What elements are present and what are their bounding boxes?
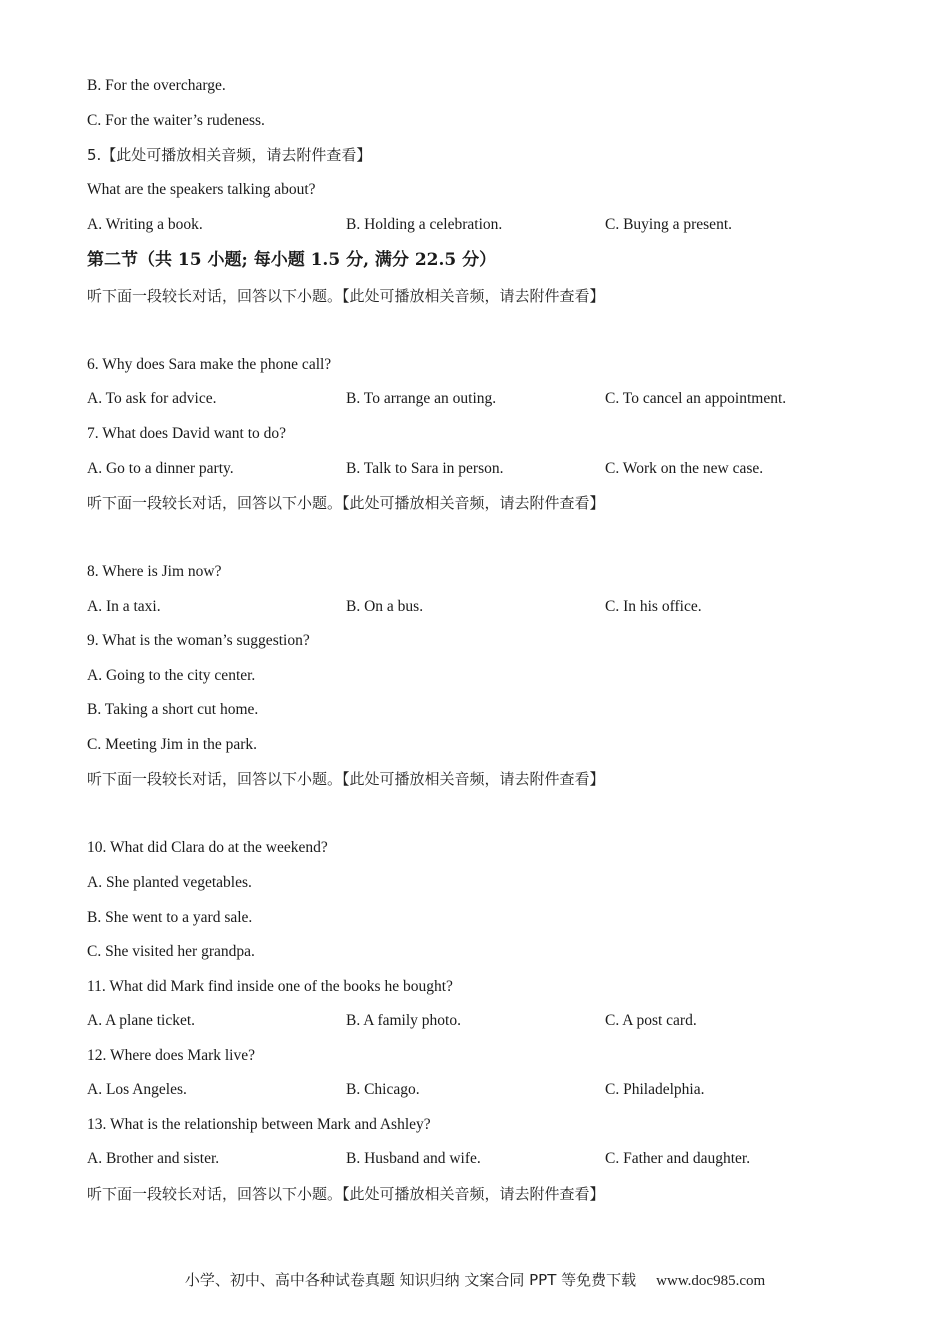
q10-option-c: C. She visited her grandpa. <box>87 943 255 960</box>
q8-option-a: A. In a taxi. <box>87 598 161 615</box>
q12-option-c: C. Philadelphia. <box>605 1081 705 1098</box>
q13-option-b: B. Husband and wife. <box>346 1150 481 1167</box>
q12-option-b: B. Chicago. <box>346 1081 420 1098</box>
audio-prompt[interactable]: 5.【此处可播放相关音频，请去附件查看】 <box>87 146 372 164</box>
option-c: C. For the waiter’s rudeness. <box>87 112 265 129</box>
q11-option-c: C. A post card. <box>605 1012 697 1029</box>
listen-prompt[interactable]: 听下面一段较长对话，回答以下小题。【此处可播放相关音频，请去附件查看】 <box>87 494 605 512</box>
question-7: 7. What does David want to do? <box>87 425 287 442</box>
q9-option-a: A. Going to the city center. <box>87 667 256 684</box>
question-5: What are the speakers talking about? <box>87 181 316 198</box>
q6-option-c: C. To cancel an appointment. <box>605 390 787 407</box>
q11-option-a: A. A plane ticket. <box>87 1012 196 1029</box>
q13-option-c: C. Father and daughter. <box>605 1150 751 1167</box>
q7-option-b: B. Talk to Sara in person. <box>346 460 504 477</box>
q5-option-a: A. Writing a book. <box>87 216 203 233</box>
q7-option-c: C. Work on the new case. <box>605 460 764 477</box>
question-8: 8. Where is Jim now? <box>87 563 222 580</box>
q10-option-b: B. She went to a yard sale. <box>87 909 253 926</box>
q7-option-a: A. Go to a dinner party. <box>87 460 234 477</box>
q8-option-b: B. On a bus. <box>346 598 424 615</box>
page-footer <box>0 1270 950 1291</box>
section-heading: 第二节（共 15 小题; 每小题 1.5 分, 满分 22.5 分） <box>87 250 497 270</box>
q9-option-c: C. Meeting Jim in the park. <box>87 736 258 753</box>
listen-prompt[interactable]: 听下面一段较长对话，回答以下小题。【此处可播放相关音频，请去附件查看】 <box>87 1185 605 1203</box>
footer-link[interactable]: www.doc985.com <box>656 1273 766 1289</box>
listen-prompt[interactable]: 听下面一段较长对话，回答以下小题。【此处可播放相关音频，请去附件查看】 <box>87 287 605 305</box>
q6-option-b: B. To arrange an outing. <box>346 390 497 407</box>
question-10: 10. What did Clara do at the weekend? <box>87 839 328 856</box>
q13-option-a: A. Brother and sister. <box>87 1150 220 1167</box>
q11-option-b: B. A family photo. <box>346 1012 461 1029</box>
question-12: 12. Where does Mark live? <box>87 1047 256 1064</box>
question-11: 11. What did Mark find inside one of the books he bought? <box>87 978 453 995</box>
footer-text: 小学、初中、高中各种试卷真题 知识归纳 文案合同 PPT 等免费下载 <box>184 1271 637 1289</box>
q5-option-b: B. Holding a celebration. <box>346 216 503 233</box>
question-9: 9. What is the woman’s suggestion? <box>87 632 310 649</box>
option-b: B. For the overcharge. <box>87 77 226 94</box>
question-6: 6. Why does Sara make the phone call? <box>87 356 332 373</box>
listen-prompt[interactable]: 听下面一段较长对话，回答以下小题。【此处可播放相关音频，请去附件查看】 <box>87 770 605 788</box>
q6-option-a: A. To ask for advice. <box>87 390 217 407</box>
q5-option-c: C. Buying a present. <box>605 216 732 233</box>
q8-option-c: C. In his office. <box>605 598 702 615</box>
q9-option-b: B. Taking a short cut home. <box>87 701 259 718</box>
q12-option-a: A. Los Angeles. <box>87 1081 187 1098</box>
question-13: 13. What is the relationship between Mark and Ashley? <box>87 1116 431 1133</box>
q10-option-a: A. She planted vegetables. <box>87 874 252 891</box>
